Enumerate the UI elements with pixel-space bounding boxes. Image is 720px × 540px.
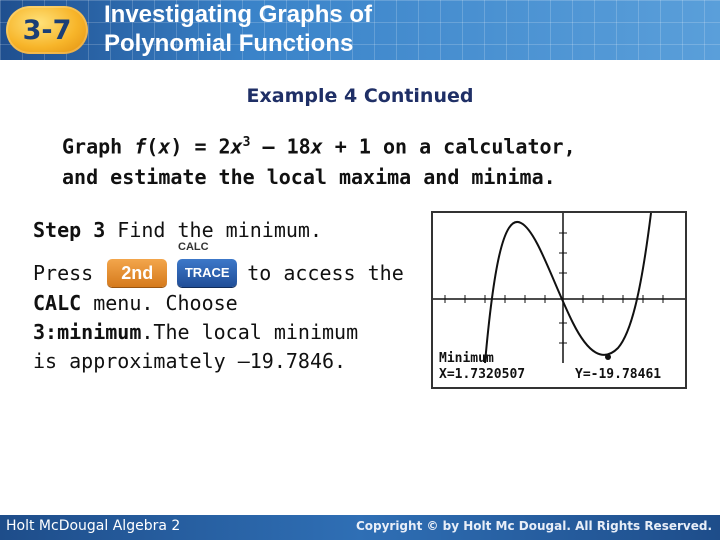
prompt-line2: and estimate the local maxima and minima.	[62, 164, 556, 189]
lesson-badge	[6, 6, 88, 54]
lesson-number: 3-7	[22, 14, 72, 46]
header-banner	[0, 0, 720, 60]
step-label: Step 3	[33, 218, 106, 242]
lesson-title-line1: Investigating Graphs of	[104, 1, 373, 28]
footer-bar	[0, 515, 720, 540]
press-text: Press	[33, 261, 94, 285]
instruction-text: .The local minimum	[141, 320, 359, 344]
problem-prompt	[62, 128, 576, 192]
trace-key-button: TRACE	[177, 259, 237, 287]
calc-key-label: CALC	[178, 241, 209, 253]
calc-menu-name: CALC	[33, 291, 82, 315]
variable-x: x	[310, 134, 323, 159]
instruction-line3	[33, 291, 238, 315]
step-line	[33, 218, 322, 242]
menu-item-minimum: 3:minimum	[33, 320, 142, 344]
function-name: f	[134, 134, 147, 159]
prompt-text: ) = 2	[170, 134, 231, 159]
instruction-line5: is approximately –19.7846.	[33, 349, 347, 373]
exponent: 3	[242, 135, 251, 150]
prompt-line1	[62, 128, 576, 162]
lesson-title	[104, 0, 372, 58]
press-after-text: to access the	[247, 261, 404, 285]
y-readout: Y=-19.78461	[575, 367, 662, 382]
step-text: Find the minimum.	[105, 218, 322, 242]
instruction-line4	[33, 320, 358, 344]
prompt-text: (	[146, 134, 159, 159]
calculator-screen	[431, 211, 687, 389]
variable-x: x	[230, 134, 243, 159]
instruction-text: menu. Choose	[81, 291, 238, 315]
second-key-button: 2nd	[107, 259, 167, 287]
prompt-text: Graph	[62, 134, 135, 159]
footer-copyright: Copyright © by Holt Mc Dougal. All Rights Reserved.	[355, 519, 712, 533]
minimum-cursor	[605, 354, 611, 360]
press-line	[33, 259, 404, 287]
footer-course: Holt McDougal Algebra 2	[6, 518, 181, 534]
prompt-text: – 18	[250, 134, 311, 159]
readout-title: Minimum	[439, 351, 494, 366]
x-readout: X=1.7320507	[439, 367, 526, 382]
variable-x: x	[158, 134, 171, 159]
example-subtitle: Example 4 Continued	[246, 85, 474, 107]
lesson-title-line2: Polynomial Functions	[104, 30, 354, 57]
cubic-curve	[485, 213, 651, 363]
prompt-text: + 1 on a calculator,	[322, 134, 576, 159]
